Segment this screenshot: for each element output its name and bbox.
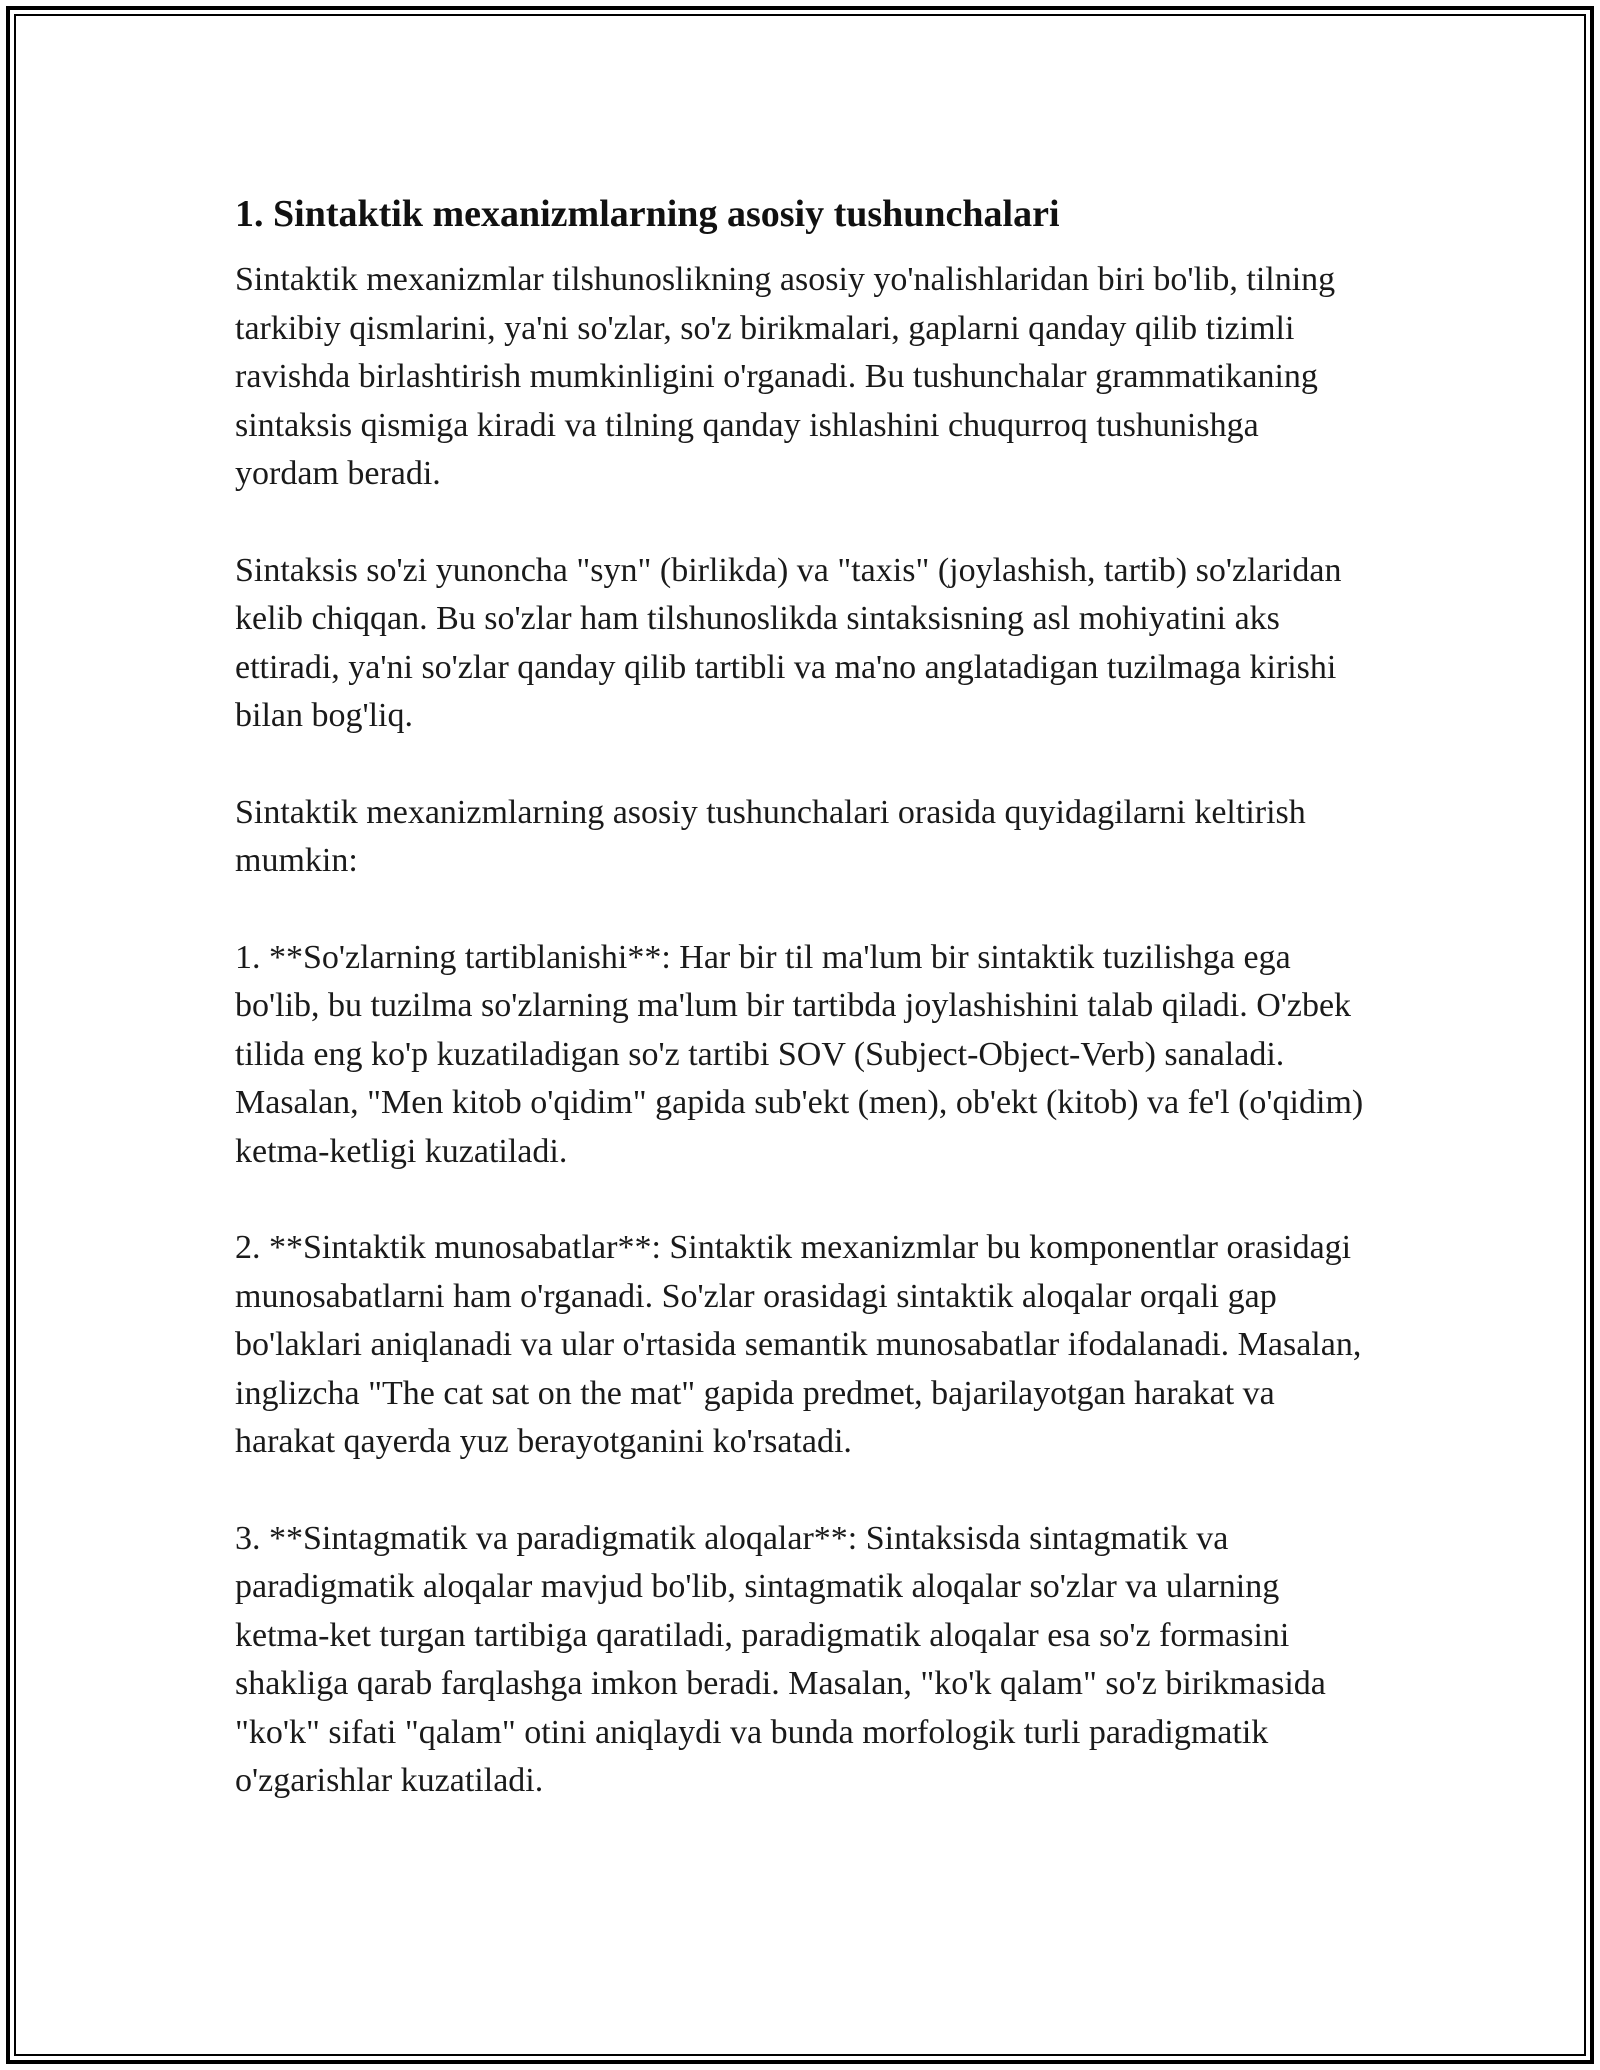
list-intro-paragraph: Sintaktik mexanizmlarning asosiy tushunchalari orasida quyidagilarni keltirish mumkin: — [235, 793, 1306, 879]
etymology-paragraph: Sintaksis so'zi yunoncha "syn" (birlikda) va "taxis" (joylashish, tartib) so'zlaridan kelib chiqqan. Bu so'zlar ham tilshunoslikda sintaksisning asl mohiyatini aks ettiradi, ya'ni so'zlar qanday qilib tartibli va ma'no anglatadigan tuzilmaga kirishi bilan bog'liq. — [235, 551, 1342, 734]
list-item-syntagmatic-paradigmatic: 3. **Sintagmatik va paradigmatik aloqalar**: Sintaksisda sintagmatik va paradigmatik aloqalar mavjud bo'lib, sintagmatik aloqalar so'zlar va ularning ketma-ket turgan tartibiga qaratiladi, paradigmatik aloqalar esa so'z formasini shakliga qarab farqlashga imkon beradi. Masalan, "ko'k qalam" so'z birikmasida "ko'k" sifati "qalam" otini aniqlaydi va bunda morfologik turli paradigmatik o'zgarishlar kuzatiladi. — [235, 1519, 1326, 1799]
list-item-word-order: 1. **So'zlarning tartiblanishi**: Har bir til ma'lum bir sintaktik tuzilishga ega bo'lib, bu tuzilma so'zlarning ma'lum bir tartibda joylashishini talab qiladi. O'zbek tilida eng ko'p kuzatiladigan so'z tartibi SOV (Subject-Object-Verb) sanaladi. Masalan, "Men kitob o'qidim" gapida sub'ekt (men), ob'ekt (kitob) va fe'l (o'qidim) ketma-ketligi kuzatiladi. — [235, 938, 1364, 1170]
intro-paragraph: Sintaktik mexanizmlar tilshunoslikning asosiy yo'nalishlaridan biri bo'lib, tilning tarkibiy qismlarini, ya'ni so'zlar, so'z birikmalari, gaplarni qanday qilib tizimli ravishda birlashtirish mumkinligini o'rganadi. Bu tushunchalar grammatikaning sintaksis qismiga kiradi va tilning qanday ishlashini chuqurroq tushunishga yordam beradi. — [235, 261, 1336, 492]
section-heading: 1. Sintaktik mexanizmlarning asosiy tushunchalari — [235, 193, 1060, 235]
document-body — [235, 180, 1365, 1854]
list-item-syntactic-relations: 2. **Sintaktik munosabatlar**: Sintaktik mexanizmlar bu komponentlar orasidagi munosabatlarni ham o'rganadi. So'zlar orasidagi sintaktik aloqalar orqali gap bo'laklari aniqlanadi va ular o'rtasida semantik munosabatlar ifodalanadi. Masalan, inglizcha "The cat sat on the mat" gapida predmet, bajarilayotgan harakat va harakat qayerda yuz berayotganini ko'rsatadi. — [235, 1229, 1362, 1460]
